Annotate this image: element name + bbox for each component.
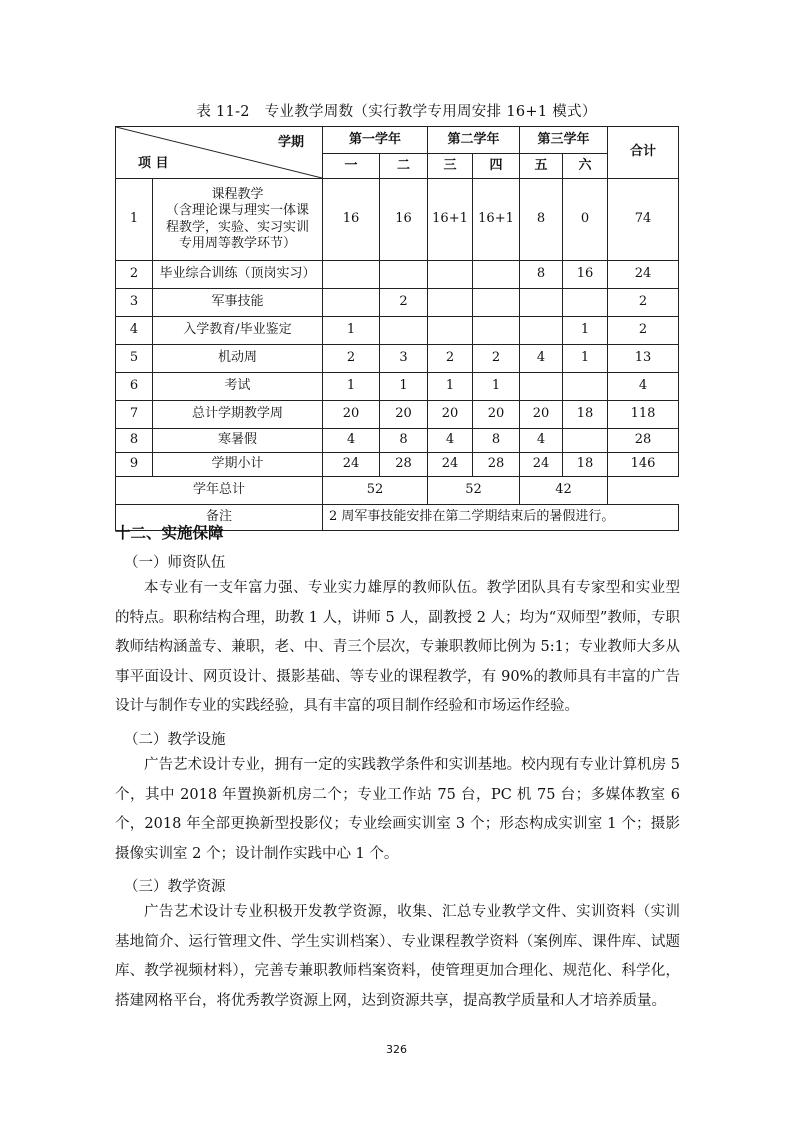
paragraph-resources: 广告艺术设计专业积极开发教学资源，收集、汇总专业教学文件、实训资料（实训基地简介、运行管理文件、学生实训档案）、专业课程教学资料（案例库、课件库、试题库、教学视频材料），完善专兼职教师档案资料，使管理更加合理化、规范化、科学化，搭建网格平台，将优秀教学资源上网，达到资源共享，提高教学质量和人才培养质量。: [115, 904, 680, 1009]
row-semester-value: 18: [563, 401, 608, 429]
row-semester-value: 28: [380, 453, 428, 477]
header-item: 项 目: [138, 155, 169, 171]
row-item-name: 课程教学 （含理论课与理实一体课程教学，实验、实习实训专用周等教学环节）: [153, 179, 323, 261]
header-semester: 三: [428, 154, 473, 179]
table-row: [116, 453, 679, 477]
row-semester-value: [473, 289, 520, 317]
note-text: 2 周军事技能安排在第二学期结束后的暑假进行。: [323, 505, 679, 531]
header-year-1: 第一学年: [323, 127, 428, 154]
table-header-diagonal-cell: [116, 127, 323, 179]
row-semester-value: [380, 261, 428, 289]
row-semester-value: 24: [520, 453, 563, 477]
header-semester: 六: [563, 154, 608, 179]
row-item-name: 考试: [153, 373, 323, 401]
row-number: 8: [116, 429, 153, 453]
paragraph-faculty: 本专业有一支年富力强、专业实力雄厚的教师队伍。教学团队具有专家型和实业型的特点。职称结构合理，助教 1 人，讲师 5 人，副教授 2 人；均为“双师型”教师，专职教师结构涵盖专、兼职，老、中、青三个层次，专兼职教师比例为 5:1；专业教师大多从事平面设计、网页设计、摄影基础、等专业的课程教学，有 90%的教师具有丰富的广告设计与制作专业的实践经验，具有丰富的项目制作经验和市场运作经验。: [115, 580, 680, 714]
row-semester-value: [563, 373, 608, 401]
header-year-3: 第三学年: [520, 127, 608, 154]
row-semester-value: 1: [563, 345, 608, 373]
row-semester-value: 0: [563, 179, 608, 261]
row-semester-value: [428, 317, 473, 345]
header-semester: 二: [380, 154, 428, 179]
row-total: 4: [608, 373, 679, 401]
row-number: 9: [116, 453, 153, 477]
row-semester-value: [563, 429, 608, 453]
row-semester-value: 3: [380, 345, 428, 373]
row-number: 5: [116, 345, 153, 373]
row-semester-value: 1: [563, 317, 608, 345]
row-semester-value: 2: [380, 289, 428, 317]
row-semester-value: [323, 289, 380, 317]
row-item-name: 总计学期教学周: [153, 401, 323, 429]
row-total: 24: [608, 261, 679, 289]
row-item-name: 机动周: [153, 345, 323, 373]
row-semester-value: 28: [473, 453, 520, 477]
row-semester-value: [520, 373, 563, 401]
header-semester: 一: [323, 154, 380, 179]
row-semester-value: 20: [473, 401, 520, 429]
header-term: 学期: [277, 135, 304, 150]
row-semester-value: 20: [380, 401, 428, 429]
year-total-label: 学年总计: [116, 477, 323, 505]
row-semester-value: 16: [323, 179, 380, 261]
row-semester-value: [380, 317, 428, 345]
header-year-2: 第二学年: [428, 127, 520, 154]
row-semester-value: 4: [428, 429, 473, 453]
subsection-faculty: （一）师资队伍: [124, 555, 226, 571]
row-item-name: 入学教育/毕业鉴定: [153, 317, 323, 345]
row-semester-value: 4: [520, 345, 563, 373]
row-semester-value: 4: [520, 429, 563, 453]
row-item-name: 寒暑假: [153, 429, 323, 453]
row-semester-value: [563, 289, 608, 317]
row-semester-value: 8: [520, 179, 563, 261]
row-semester-value: [520, 317, 563, 345]
row-semester-value: [473, 261, 520, 289]
row-semester-value: [323, 261, 380, 289]
row-semester-value: 24: [323, 453, 380, 477]
row-semester-value: 16: [380, 179, 428, 261]
section-title: 十二、实施保障: [115, 524, 224, 542]
row-number: 4: [116, 317, 153, 345]
row-semester-value: 20: [520, 401, 563, 429]
table-row: [116, 179, 679, 261]
row-semester-value: 2: [323, 345, 380, 373]
header-total: 合计: [608, 127, 679, 179]
row-number: 3: [116, 289, 153, 317]
subsection-facilities: （二）教学设施: [124, 732, 226, 748]
row-semester-value: 8: [380, 429, 428, 453]
row-semester-value: 16: [563, 261, 608, 289]
row-semester-value: 1: [323, 373, 380, 401]
row-item-name: 军事技能: [153, 289, 323, 317]
row-semester-value: 1: [473, 373, 520, 401]
row-number: 7: [116, 401, 153, 429]
table-row: [116, 317, 679, 345]
row-semester-value: 2: [428, 345, 473, 373]
row-semester-value: 16+1: [428, 179, 473, 261]
row-semester-value: 8: [520, 261, 563, 289]
page-number: 326: [386, 1043, 407, 1056]
row-semester-value: 24: [428, 453, 473, 477]
row-number: 6: [116, 373, 153, 401]
row-semester-value: [428, 261, 473, 289]
row-total: 2: [608, 289, 679, 317]
subsection-resources: （三）教学资源: [124, 879, 226, 895]
row-semester-value: 18: [563, 453, 608, 477]
row-semester-value: 2: [473, 345, 520, 373]
row-semester-value: [520, 289, 563, 317]
row-semester-value: [428, 289, 473, 317]
row-semester-value: 4: [323, 429, 380, 453]
row-semester-value: 20: [428, 401, 473, 429]
year-total-3: 42: [520, 477, 608, 505]
table-row: [116, 345, 679, 373]
row-number: 1: [116, 179, 153, 261]
row-semester-value: 20: [323, 401, 380, 429]
table-row: [116, 289, 679, 317]
row-item-name: 学期小计: [153, 453, 323, 477]
row-semester-value: 1: [323, 317, 380, 345]
row-number: 2: [116, 261, 153, 289]
year-total-1: 52: [323, 477, 428, 505]
table-row: [116, 429, 679, 453]
table-row: [116, 261, 679, 289]
header-semester: 五: [520, 154, 563, 179]
header-semester: 四: [473, 154, 520, 179]
note-label: 备注: [116, 505, 323, 531]
row-item-name: 毕业综合训练（顶岗实习）: [153, 261, 323, 289]
table-row: [116, 373, 679, 401]
paragraph-facilities: 广告艺术设计专业，拥有一定的实践教学条件和实训基地。校内现有专业计算机房 5 个，其中 2018 年置换新机房二个；专业工作站 75 台，PC 机 75 台；多媒体教室 6 个，2018 年全部更换新型投影仪；专业绘画实训室 3 个；形态构成实训室 1 个；摄影摄像实训室 2 个；设计制作实践中心 1 个。: [115, 757, 680, 862]
row-total: 28: [608, 429, 679, 453]
year-total-2: 52: [428, 477, 520, 505]
row-semester-value: 8: [473, 429, 520, 453]
row-semester-value: [473, 317, 520, 345]
row-semester-value: 1: [428, 373, 473, 401]
row-total: 2: [608, 317, 679, 345]
table-caption: 表 11-2 专业教学周数（实行教学专用周安排 16+1 模式）: [196, 104, 597, 120]
row-total: 118: [608, 401, 679, 429]
teaching-weeks-table: [115, 126, 679, 531]
row-total: 74: [608, 179, 679, 261]
row-semester-value: 16+1: [473, 179, 520, 261]
table-row: [116, 401, 679, 429]
row-semester-value: 1: [380, 373, 428, 401]
row-total: 13: [608, 345, 679, 373]
row-total: 146: [608, 453, 679, 477]
